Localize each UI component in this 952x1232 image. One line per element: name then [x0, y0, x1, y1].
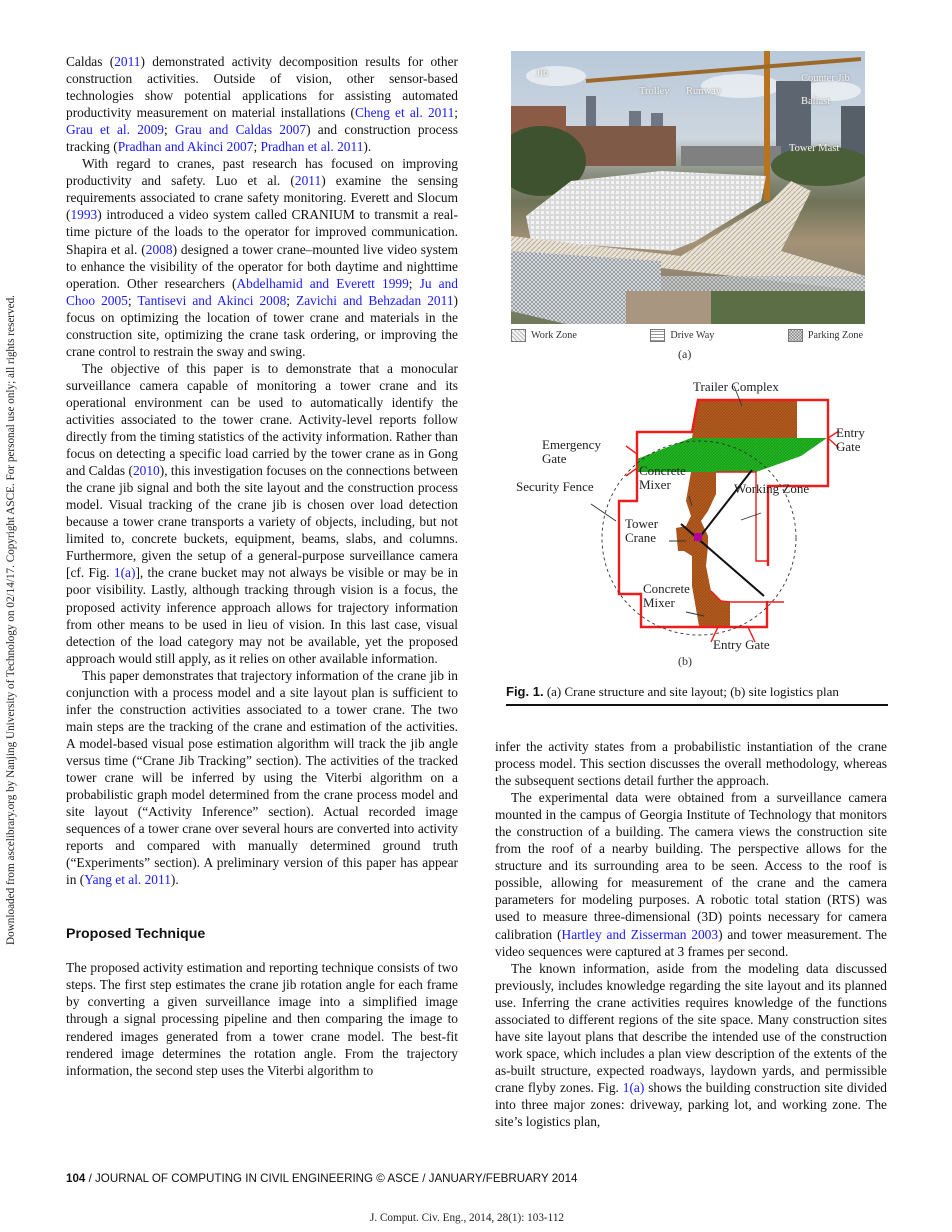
- plan-label-tower-crane: Tower Crane: [625, 516, 659, 545]
- photo-label-runway: Runway: [686, 86, 721, 97]
- page-footer: [66, 1172, 578, 1185]
- running-title: / JOURNAL OF COMPUTING IN CIVIL ENGINEERING © ASCE / JANUARY/FEBRUARY 2014: [85, 1172, 578, 1185]
- paragraph: This paper demonstrates that trajectory information of the crane jib in conjunction with a process model and a site layout plan is sufficient to infer the construction activities associated to a tower crane. The two main steps are the tracking of the crane and estimation of the activities. A model-based visual pose estimation algorithm will track the jib angle versus time (“Crane Jib Tracking” section). The activities of the tracked tower crane will be inferred by using the Viterbi algorithm on a probabilistic graph model determined from the crane process model and site layout (“Activity Inference” section). Actual recorded image sequences of a tower crane over several hours are converted into activity reports and compared with manually determined ground truth (“Experiments” section). A preliminary version of this paper has appear in (Yang et al. 2011).: [66, 667, 458, 888]
- reference-link[interactable]: Pradhan et al. 2011: [260, 139, 364, 155]
- photo-label-ballast: Ballast: [801, 96, 831, 107]
- reference-link[interactable]: Tantisevi and Akinci 2008: [137, 292, 287, 308]
- reference-link[interactable]: 2008: [145, 241, 173, 257]
- paragraph: infer the activity states from a probabilistic instantiation of the crane process model. This section discusses the overall methodology, whereas the subsequent sections detail further the approach.: [495, 739, 887, 789]
- reference-link[interactable]: 2011: [294, 173, 322, 189]
- reference-link[interactable]: Abdelhamid and Everett 1999: [236, 275, 409, 291]
- section-heading: Proposed Technique: [66, 926, 206, 943]
- photo-legend: [511, 329, 863, 342]
- paragraph: The proposed activity estimation and reporting technique consists of two steps. The first step estimates the crane jib rotation angle for each frame by converting a given surveillance image into a simplified image through a signal processing pipeline and then comparing the image to rendered images generated from a tower crane model. The best-fit rendered image determines the rotation angle. From the trajectory information, the second step uses the Viterbi algorithm to: [66, 960, 458, 1078]
- plan-label-entry-gate-top: Entry Gate: [836, 425, 865, 454]
- plan-label-emergency-gate: Emergency Gate: [542, 437, 601, 466]
- reference-link[interactable]: 2011: [114, 54, 141, 69]
- reference-link[interactable]: Zavichi and Behzadan 2011: [296, 292, 454, 308]
- subfigure-label-b: (b): [678, 654, 692, 668]
- plan-label-concrete-mixer-bottom: Concrete Mixer: [643, 581, 690, 610]
- reference-link[interactable]: 2010: [132, 463, 160, 479]
- legend-item-work-zone: Work Zone: [511, 329, 577, 342]
- photo-label-trolley: Trolley: [639, 86, 670, 97]
- plan-label-trailer-complex: Trailer Complex: [693, 379, 779, 394]
- photo-label-counter-jib: Counter Jib: [801, 73, 850, 84]
- paragraph: The experimental data were obtained from a surveillance camera mounted in the campus of Georgia Institute of Technology that monitors the construction of a building. The camera views the construction site from the roof of a nearby building. The perspective allows for the structure and its surrounding area to be seen. Access to the roof is possible, allowing for measurement of the crane and the camera parameters for modeling purposes. A robotic total station (RTS) was used to measure three-dimensional (3D) points necessary for camera calibration (Hartley and Zisserman 2003) and tower measurement. The video sequences were captured at 3 frames per second.: [495, 790, 887, 959]
- figure-1: [506, 50, 888, 708]
- subfigure-label-a: (a): [678, 347, 692, 361]
- plan-label-security-fence: Security Fence: [516, 479, 594, 494]
- reference-link[interactable]: Grau and Caldas 2007: [174, 122, 307, 138]
- plan-label-working-zone: Working Zone: [734, 481, 810, 496]
- paragraph: Caldas (2011) demonstrated activity decomposition results for other construction activities. Outside of vision, other sensor-based technologies show potential applications for assisting automated productivity measurement on material installations (Cheng et al. 2011; Grau et al. 2009; Grau and Caldas 2007) and construction process tracking (Pradhan and Akinci 2007; Pradhan et al. 2011).: [66, 54, 459, 155]
- reference-link[interactable]: Grau et al. 2009: [66, 122, 164, 138]
- reference-link[interactable]: Hartley and Zisserman 2003: [561, 926, 719, 942]
- download-notice-text: Downloaded from ascelibrary.org by Nanjing University of Technology on 02/14/17. Copyright ASCE. For personal use only; all rights reserved.: [5, 295, 17, 945]
- legend-item-parking-zone: Parking Zone: [788, 329, 863, 342]
- parking-zone-swatch-icon: [788, 329, 803, 342]
- work-zone-swatch-icon: [511, 329, 526, 342]
- photo-label-jib: Jib: [536, 68, 549, 79]
- reference-link[interactable]: Pradhan and Akinci 2007: [117, 139, 254, 155]
- journal-citation: J. Comput. Civ. Eng., 2014, 28(1): 103-112: [370, 1212, 565, 1224]
- figure-link[interactable]: 1(a): [113, 565, 136, 581]
- right-column: [495, 738, 887, 1130]
- reference-link[interactable]: 1993: [70, 207, 98, 223]
- plan-label-concrete-mixer-top: Concrete Mixer: [639, 463, 686, 492]
- paragraph: With regard to cranes, past research has focused on improving productivity and safety. Luo et al. (2011) examine the sensing requirements associated to crane safety monitoring. Everett and Slocum (1993) introduced a video system called CRANIUM to transmit a real-time picture of the loads to the operator for improved communication. Shapira et al. (2008) designed a tower crane–mounted live video system to enhance the visibility of the operator for both daytime and nighttime operation. Other researchers (Abdelhamid and Everett 1999; Ju and Choo 2005; Tantisevi and Akinci 2008; Zavichi and Behzadan 2011) focus on optimizing the location of tower crane and materials in the construction site, optimizing the crane task ordering, or improving the crane control to restrain the sway and swing.: [66, 156, 459, 359]
- figure-link[interactable]: 1(a): [622, 1079, 645, 1095]
- crane-site-photo: [511, 51, 865, 324]
- paragraph: The known information, aside from the modeling data discussed previously, includes knowledge regarding the site layout and its planned use. Inferring the crane activities requires knowledge of the functions associated to different regions of the site space. Many construction sites have site layout plans that describe the intended use of the construction work space, which includes a plan view description of the extents of the as-built structure, expected roadways, laydown yards, and permissible crane flyby zones. Fig. 1(a) shows the building construction site divided into three major zones: driveway, parking lot, and working zone. The site’s logistics plan,: [495, 960, 887, 1130]
- download-notice: [2, 250, 20, 990]
- photo-label-tower-mast: Tower Mast: [789, 143, 840, 154]
- paragraph: The objective of this paper is to demonstrate that a monocular surveillance camera capable of monitoring a tower crane and its operational environment can be used to automatically identify the activities associated to the tower crane. Activity-level reports follow directly from the timing statistics of the activity information. Rather than focus on detecting a specific load carried by the tower crane as in Gong and Caldas (2010), this investigation focuses on the connections between the crane jib signal and both the site layout and the construction process model. Visual tracking of the crane jib is chosen over load detection because a tower crane transports a variety of objects, including, but not limited to, concrete buckets, equipment, beams, slabs, and columns. Furthermore, given the setup of a general-purpose surveillance camera [cf. Fig. 1(a)], the crane bucket may not always be visible or may be in poor visibility. Lastly, although tracking through vision is a focus, the proposed activity inference approach allows for trajectory information from other means to be used in lieu of vision. In this last case, visual detection of the load category may not be available, yet the proposed approach would still apply, as it relies on other available information.: [66, 360, 459, 666]
- figure-caption-text: (a) Crane structure and site layout; (b) site logistics plan: [543, 684, 839, 699]
- drive-way-swatch-icon: [650, 329, 665, 342]
- site-plan-diagram: [506, 376, 888, 656]
- reference-link[interactable]: Cheng et al. 2011: [354, 105, 455, 121]
- reference-link[interactable]: Ju and Choo 2005: [66, 275, 459, 308]
- plan-label-entry-gate-bottom: Entry Gate: [713, 637, 770, 652]
- figure-caption: [506, 684, 888, 706]
- figure-caption-label: Fig. 1.: [506, 684, 544, 699]
- page-number: 104: [66, 1172, 86, 1185]
- left-column: [66, 53, 458, 1079]
- reference-link[interactable]: Yang et al. 2011: [84, 872, 171, 888]
- legend-item-drive-way: Drive Way: [650, 329, 714, 342]
- site-logistics-plan: [506, 376, 888, 656]
